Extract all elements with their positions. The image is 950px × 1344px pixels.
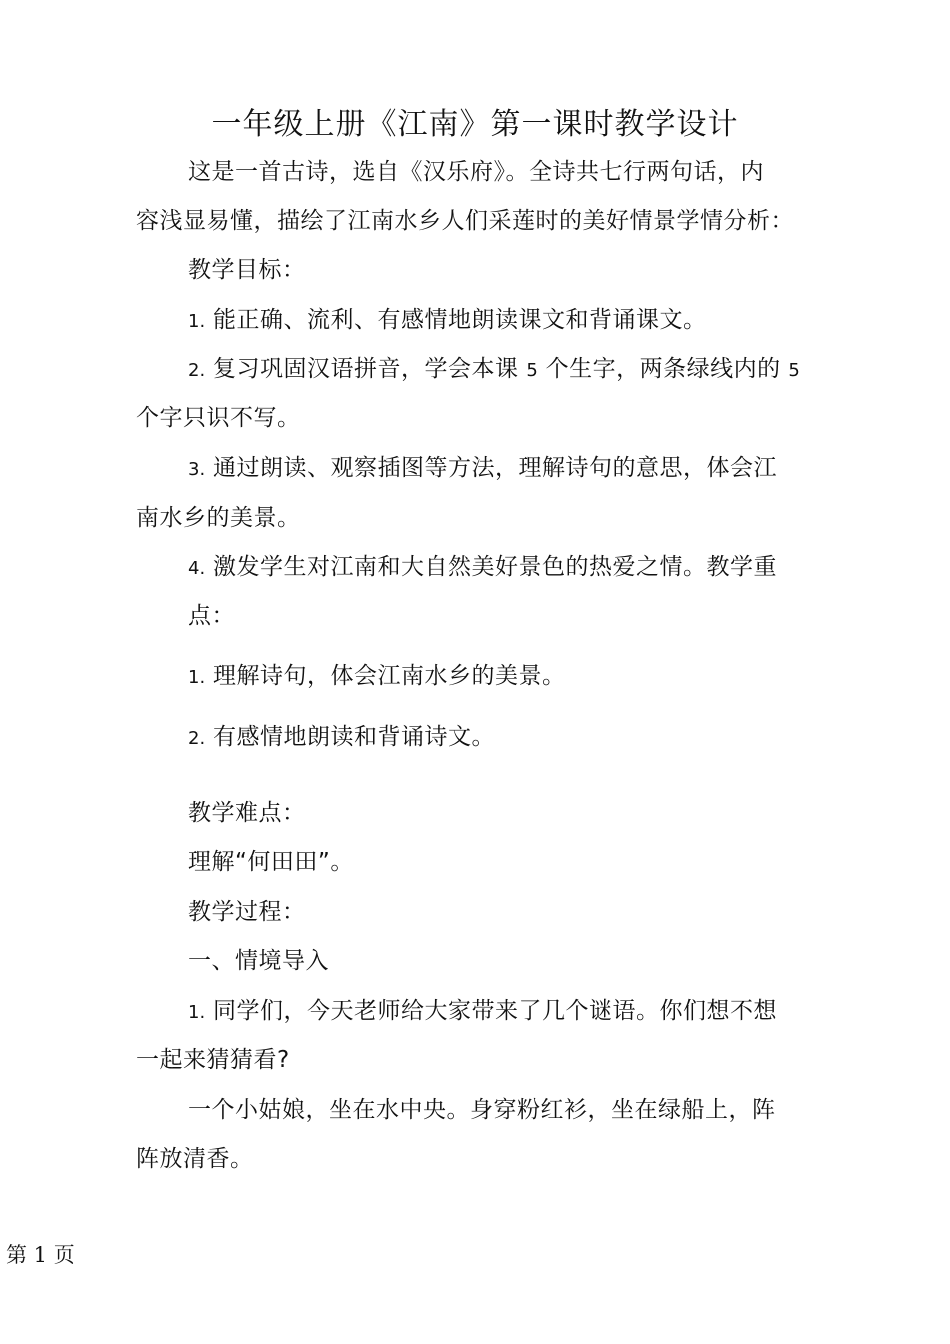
- objective-2-text-a: 复习巩固汉语拼音，学会本课: [213, 356, 519, 382]
- objective-item-2: [188, 353, 800, 387]
- objective-1-text: 能正确、流利、有感情地朗读课文和背诵课文。: [213, 307, 707, 333]
- objective-2-line-2: 个字只识不写。: [136, 405, 301, 431]
- objective-2-text-b: 个生字，两条绿线内的: [545, 356, 781, 382]
- key-point-item-1: [188, 660, 566, 694]
- key-point-item-2: [188, 721, 495, 755]
- riddle-line-1: 一个小姑娘，坐在水中央。身穿粉红衫，坐在绿船上，阵: [188, 1097, 776, 1123]
- objective-2-number: 2.: [188, 360, 206, 381]
- objective-2-count-a: 5: [526, 360, 538, 381]
- difficulty-heading: 教学难点：: [188, 800, 306, 826]
- objective-1-number: 1.: [188, 311, 206, 332]
- key-point-1-text: 理解诗句，体会江南水乡的美景。: [213, 663, 566, 689]
- objective-4-line-2: 点：: [188, 603, 235, 629]
- process-1-number: 1.: [188, 1002, 206, 1023]
- key-point-2-number: 2.: [188, 728, 206, 749]
- difficulty-text: 理解“何田田”。: [188, 849, 354, 875]
- objective-item-3: [188, 452, 777, 486]
- objective-2-count-b: 5: [788, 360, 800, 381]
- objective-3-text: 通过朗读、观察插图等方法，理解诗句的意思，体会江: [213, 455, 777, 481]
- process-1-line-2: 一起来猜猜看?: [136, 1047, 290, 1073]
- riddle-line-2: 阵放清香。: [136, 1146, 254, 1172]
- process-section-1: 一、情境导入: [188, 948, 329, 974]
- page-number: 第 1 页: [6, 1243, 75, 1267]
- objectives-heading: 教学目标：: [188, 257, 306, 283]
- objective-item-1: [188, 304, 707, 338]
- key-point-1-number: 1.: [188, 667, 206, 688]
- process-heading: 教学过程：: [188, 899, 306, 925]
- document-title: 一年级上册《江南》第一课时教学设计: [211, 107, 739, 142]
- process-1-text: 同学们，今天老师给大家带来了几个谜语。你们想不想: [213, 998, 777, 1024]
- process-item-1: [188, 995, 777, 1029]
- objective-4-number: 4.: [188, 558, 206, 579]
- objective-item-4: [188, 551, 777, 585]
- key-point-2-text: 有感情地朗读和背诵诗文。: [213, 724, 495, 750]
- objective-3-number: 3.: [188, 459, 206, 480]
- objective-4-text: 激发学生对江南和大自然美好景色的热爱之情。教学重: [213, 554, 777, 580]
- objective-3-line-2: 南水乡的美景。: [136, 505, 301, 531]
- intro-line-1: 这是一首古诗，选自《汉乐府》。全诗共七行两句话，内: [188, 159, 764, 185]
- intro-line-2: 容浅显易懂，描绘了江南水乡人们采莲时的美好情景学情分析：: [136, 208, 794, 234]
